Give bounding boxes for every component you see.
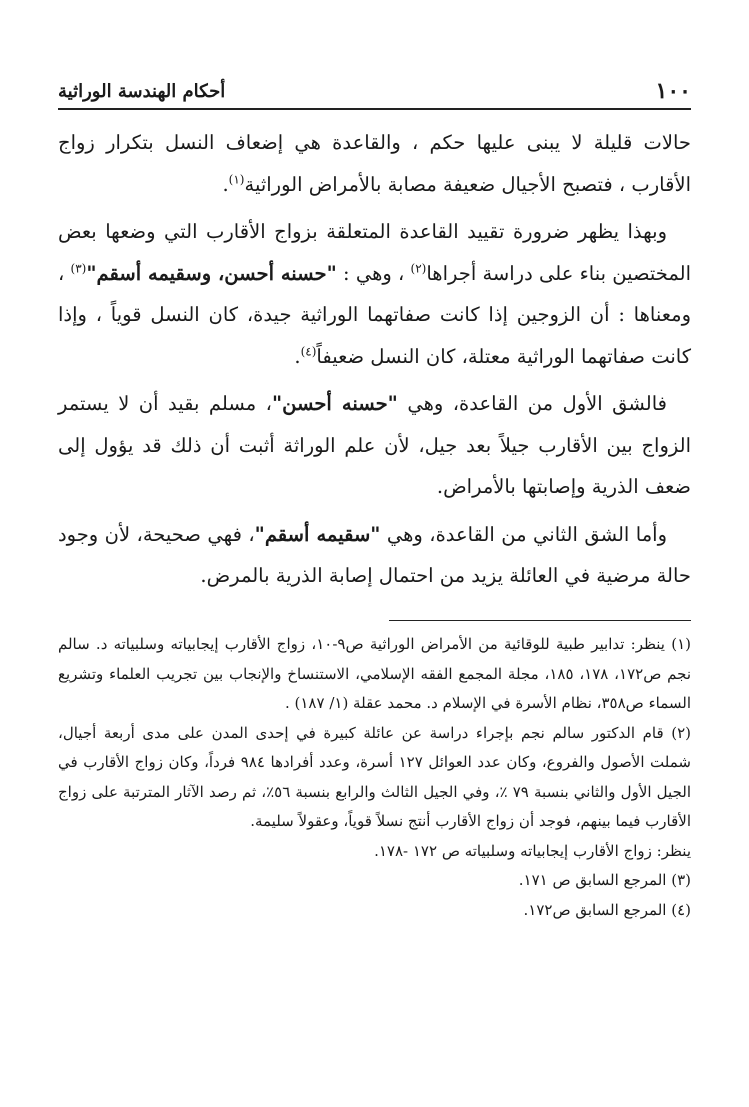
second-part-quote: "سقيمه أسقم"	[254, 522, 381, 546]
paragraph-4-part1: وأما الشق الثاني من القاعدة، وهي	[380, 522, 668, 546]
footnote-4: (٤) المرجع السابق ص١٧٢.	[523, 900, 691, 919]
footnote-1: (١) ينظر: تدابير طبية للوقائية من الأمراض الوراثية ص٩-١٠، زواج الأقارب إيجابياته وسلبياته د. سالم نجم ص١٧٢، ١٧٨، ١٨٥، مجلة المجمع الفقه الإسلامي، الاستنساخ والإنجاب بين تجريب العلماء وتشريع السماء ص٣٥٨، نظام الأسرة في الإسلام د. محمد عقلة (١/ ١٨٧) .	[58, 635, 691, 712]
paragraph-2-part2: ، وهي :	[336, 261, 405, 285]
rule-quote: "حسنه أحسن، وسقيمه أسقم"	[86, 261, 337, 285]
footnote-2: (٢) قام الدكتور سالم نجم بإجراء دراسة عن عائلة كبيرة في إحدى المدن على مدى أربعة أجيال، شملت الأصول والفروع، وكان عدد العوائل ١٢٧ أسرة، وعدد أفرادها ٩٨٤ فرداً، وكان زواج الأقارب في الجيل الأول والثاني بنسبة ٧٩ ٪، وفي الجيل الثالث والرابع بنسبة ٥٦٪، ثم رصد الآثار المترتبة على زواج الأقارب فيما بينهم، فوجد أن زواج الأقارب أنتج نسلاً قوياً، وعقولاً سليمة.	[58, 723, 691, 830]
footnote-ref-2: (٢)	[410, 261, 427, 275]
footnote-ref-1: (١)	[228, 172, 245, 186]
paragraph-1	[58, 122, 691, 205]
paragraph-4	[58, 514, 691, 597]
paragraph-1-text: حالات قليلة لا يبنى عليها حكم ، والقاعدة هي إضعاف النسل بتكرار زواج الأقارب ، فتصبح الأجيال ضعيفة مصابة بالأمراض الوراثية	[58, 131, 691, 196]
paragraph-3-part1: فالشق الأول من القاعدة، وهي	[397, 392, 667, 415]
footnote-ref-4: (٤)	[300, 344, 317, 358]
paragraph-2	[58, 211, 691, 377]
paragraph-3	[58, 383, 691, 508]
paragraph-2-part1: وبهذا يظهر ضرورة تقييد القاعدة المتعلقة بزواج الأقارب التي وضعها بعض المختصين بناء على دراسة أجراها	[58, 220, 691, 285]
paragraph-2-part3: ، ومعناها : أن الزوجين إذا كانت صفاتهما الوراثية جيدة، كان النسل قوياً ، وإذا كانت صفاتهما الوراثية معتلة، كان النسل ضعيفاً	[58, 261, 691, 368]
running-title: أحكام الهندسة الوراثية	[58, 81, 226, 102]
footnote-2-continued: ينظر: زواج الأقارب إيجابياته وسلبياته ص ١٧٢ -١٧٨.	[374, 841, 691, 860]
page-number: ١٠٠	[655, 78, 691, 104]
footnotes	[58, 630, 691, 925]
page-header	[58, 74, 691, 110]
footnote-3: (٣) المرجع السابق ص ١٧١.	[518, 871, 691, 889]
paragraph-2-end: .	[294, 344, 301, 368]
paragraph-4-part2: ، فهي صحيحة، لأن وجود حالة مرضية في العائلة يزيد من احتمال إصابة الذرية بالمرض.	[58, 522, 691, 587]
paragraph-1-end: .	[222, 172, 229, 196]
footnote-separator	[389, 620, 691, 621]
footnote-ref-3: (٣)	[70, 261, 87, 275]
main-text	[58, 122, 691, 597]
paragraph-3-part2: ، مسلم بقيد أن لا يستمر الزواج بين الأقارب جيلاً بعد جيل، لأن علم الوراثة أثبت أن ذلك قد يؤول إلى ضعف الذرية وإصابتها بالأمراض.	[58, 392, 691, 498]
first-part-quote: "حسنه أحسن"	[271, 392, 398, 415]
